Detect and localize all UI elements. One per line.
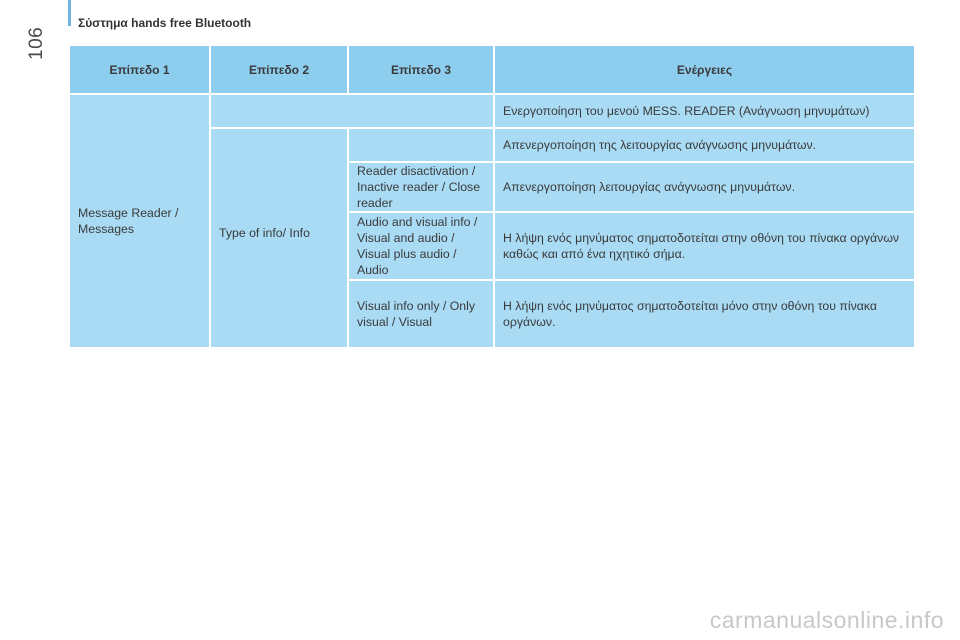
empty-cell (210, 94, 494, 128)
column-header-level-1: Επίπεδο 1 (69, 46, 210, 94)
column-header-actions: Ενέργειες (494, 46, 915, 94)
section-title: Σύστημα hands free Bluetooth (78, 16, 252, 30)
watermark: carmanualsonline.info (709, 607, 944, 633)
menu-table (68, 46, 914, 349)
section-accent-bar (68, 0, 71, 26)
column-header-level-2: Επίπεδο 2 (210, 46, 348, 94)
action-cell: Ενεργοποίηση του μενού MESS. READER (Ανάγνωση μηνυμάτων) (494, 94, 915, 128)
level-1-cell: Message Reader / Messages (69, 94, 210, 348)
page-number: 106 (26, 26, 47, 60)
level-2-cell: Type of info/ Info (210, 128, 348, 348)
table-header-row (69, 46, 915, 94)
empty-cell (348, 128, 494, 162)
table-row (69, 94, 915, 128)
action-cell: Απενεργοποίηση λειτουργίας ανάγνωσης μηνυμάτων. (494, 162, 915, 212)
action-cell: Η λήψη ενός μηνύματος σηματοδοτείται στην οθόνη του πίνακα οργάνων καθώς και από ένα ηχητικό σήμα. (494, 212, 915, 280)
column-header-level-3: Επίπεδο 3 (348, 46, 494, 94)
level-3-cell: Audio and visual info / Visual and audio / Visual plus audio / Audio (348, 212, 494, 280)
action-cell: Απενεργοποίηση της λειτουργίας ανάγνωσης μηνυμάτων. (494, 128, 915, 162)
level-3-cell: Visual info only / Only visual / Visual (348, 280, 494, 348)
action-cell: Η λήψη ενός μηνύματος σηματοδοτείται μόνο στην οθόνη του πίνακα οργάνων. (494, 280, 915, 348)
level-3-cell: Reader disactivation / Inactive reader / Close reader (348, 162, 494, 212)
